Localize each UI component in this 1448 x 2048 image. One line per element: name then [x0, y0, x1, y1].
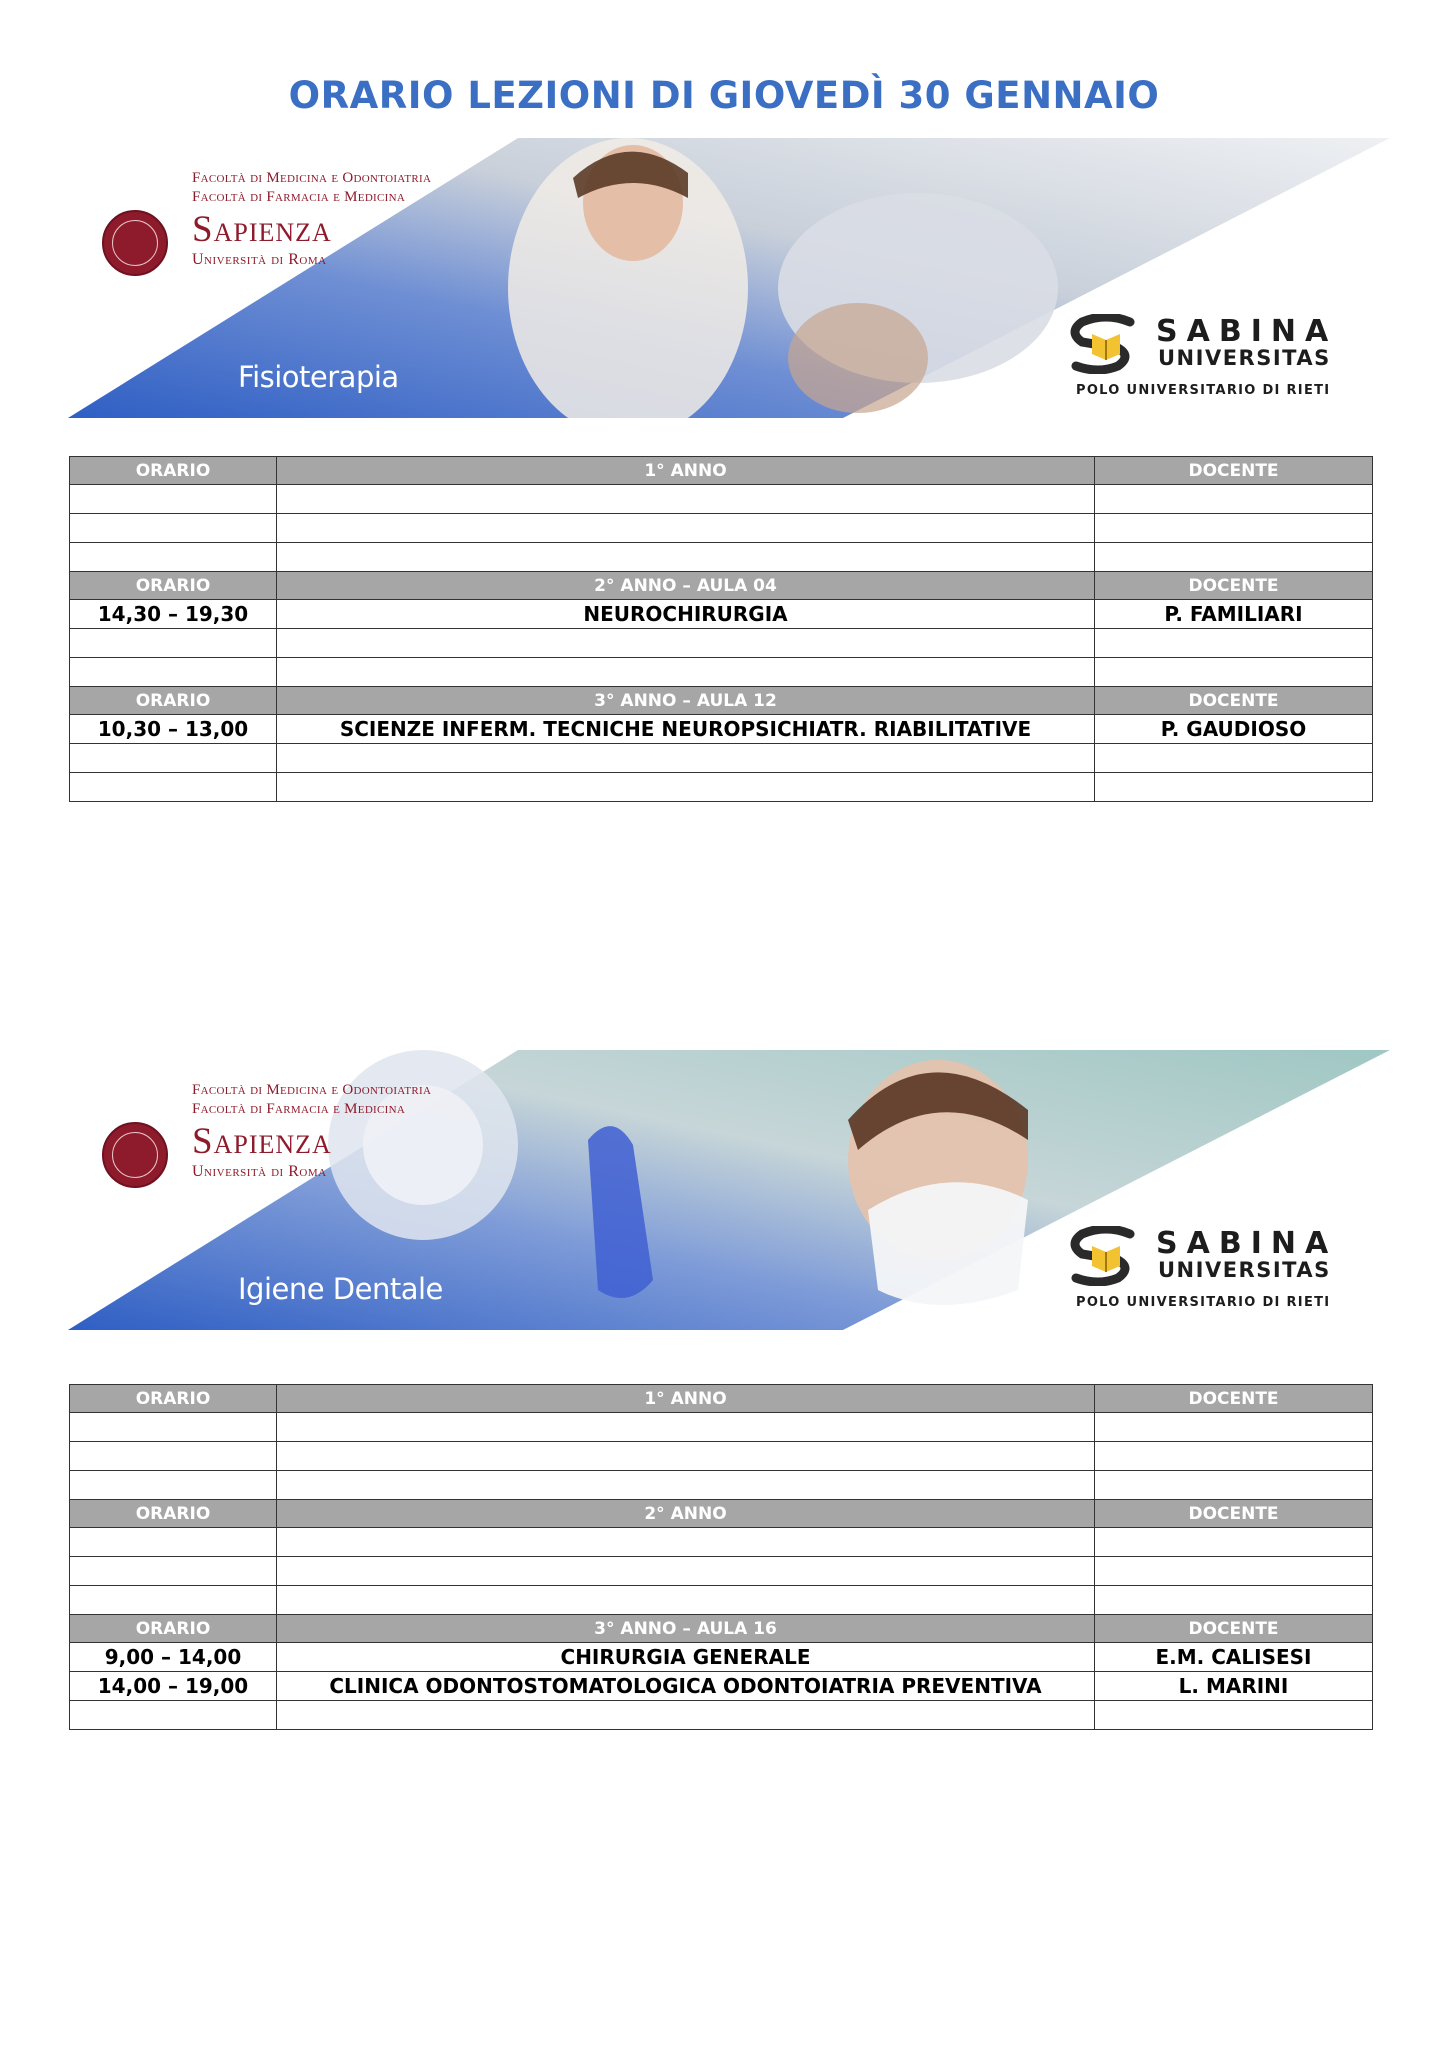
- table-row: [70, 1471, 1373, 1500]
- course-name: Fisioterapia: [238, 360, 399, 394]
- table-row: [70, 1672, 1373, 1701]
- table-row: [70, 744, 1373, 773]
- sabina-logo: [1068, 1226, 1378, 1316]
- table-row: [70, 514, 1373, 543]
- cell-orario: [70, 744, 277, 773]
- cell-docente: P. FAMILIARI: [1095, 600, 1373, 629]
- cell-docente: [1095, 744, 1373, 773]
- cell-orario: 10,30 – 13,00: [70, 715, 277, 744]
- cell-orario: [70, 1471, 277, 1500]
- table-row: [70, 1528, 1373, 1557]
- sabina-book-icon: [1068, 314, 1144, 374]
- cell-orario: [70, 1413, 277, 1442]
- sapienza-seal-icon: [102, 210, 168, 276]
- cell-orario: [70, 1528, 277, 1557]
- partner-tagline: POLO UNIVERSITARIO DI RIETI: [1076, 383, 1331, 398]
- cell-docente: P. GAUDIOSO: [1095, 715, 1373, 744]
- header-docente: DOCENTE: [1095, 457, 1373, 485]
- header-docente: DOCENTE: [1095, 1500, 1373, 1528]
- header-orario: ORARIO: [70, 687, 277, 715]
- cell-orario: [70, 543, 277, 572]
- cell-subject: CHIRURGIA GENERALE: [277, 1643, 1095, 1672]
- cell-subject: [277, 514, 1095, 543]
- cell-subject: [277, 1442, 1095, 1471]
- header-orario: ORARIO: [70, 1615, 277, 1643]
- table-row: [70, 1413, 1373, 1442]
- cell-orario: [70, 514, 277, 543]
- header-year: 1° ANNO: [277, 457, 1095, 485]
- university-name: Sapienza: [192, 1121, 332, 1162]
- table-row: [70, 1701, 1373, 1730]
- cell-subject: [277, 1586, 1095, 1615]
- university-name: Sapienza: [192, 209, 332, 250]
- partner-name: SABINA: [1156, 1226, 1338, 1261]
- header-year: 3° ANNO – AULA 12: [277, 687, 1095, 715]
- cell-subject: CLINICA ODONTOSTOMATOLOGICA ODONTOIATRIA PREVENTIVA: [277, 1672, 1095, 1701]
- table-row: [70, 715, 1373, 744]
- sapienza-logo: [86, 156, 506, 276]
- header-docente: DOCENTE: [1095, 572, 1373, 600]
- cell-orario: 14,30 – 19,30: [70, 600, 277, 629]
- sabina-book-icon: [1068, 1226, 1144, 1286]
- table-row: [70, 773, 1373, 802]
- schedule-table-fisioterapia: [69, 456, 1373, 802]
- header-year: 2° ANNO – AULA 04: [277, 572, 1095, 600]
- cell-docente: [1095, 1528, 1373, 1557]
- cell-subject: [277, 485, 1095, 514]
- table-row: [70, 543, 1373, 572]
- banner-igiene-dentale: [68, 1050, 1390, 1330]
- university-subtitle: Università di Roma: [192, 1163, 327, 1180]
- table-row: [70, 1557, 1373, 1586]
- cell-orario: [70, 629, 277, 658]
- cell-docente: [1095, 1557, 1373, 1586]
- table-row: [70, 658, 1373, 687]
- cell-docente: [1095, 514, 1373, 543]
- cell-docente: [1095, 658, 1373, 687]
- table-header-row: [70, 687, 1373, 715]
- cell-docente: [1095, 1442, 1373, 1471]
- cell-subject: [277, 773, 1095, 802]
- cell-docente: [1095, 1586, 1373, 1615]
- cell-subject: [277, 744, 1095, 773]
- cell-subject: [277, 1471, 1095, 1500]
- cell-docente: L. MARINI: [1095, 1672, 1373, 1701]
- table-header-row: [70, 457, 1373, 485]
- cell-orario: [70, 1586, 277, 1615]
- table-header-row: [70, 572, 1373, 600]
- faculty-line-2: Facoltà di Farmacia e Medicina: [192, 189, 406, 205]
- header-year: 3° ANNO – AULA 16: [277, 1615, 1095, 1643]
- partner-subtitle: UNIVERSITAS: [1158, 346, 1331, 370]
- table-row: [70, 1442, 1373, 1471]
- cell-docente: [1095, 543, 1373, 572]
- cell-subject: [277, 543, 1095, 572]
- table-row: [70, 485, 1373, 514]
- cell-orario: [70, 1557, 277, 1586]
- banner-fisioterapia: [68, 138, 1390, 418]
- header-orario: ORARIO: [70, 457, 277, 485]
- header-docente: DOCENTE: [1095, 1615, 1373, 1643]
- table-row: [70, 629, 1373, 658]
- cell-subject: [277, 1528, 1095, 1557]
- cell-subject: [277, 658, 1095, 687]
- cell-orario: [70, 658, 277, 687]
- table-header-row: [70, 1385, 1373, 1413]
- table-row: [70, 1586, 1373, 1615]
- cell-subject: [277, 1557, 1095, 1586]
- cell-docente: [1095, 1701, 1373, 1730]
- cell-orario: 14,00 – 19,00: [70, 1672, 277, 1701]
- cell-docente: E.M. CALISESI: [1095, 1643, 1373, 1672]
- faculty-line-2: Facoltà di Farmacia e Medicina: [192, 1101, 406, 1117]
- cell-docente: [1095, 485, 1373, 514]
- cell-orario: [70, 485, 277, 514]
- cell-docente: [1095, 629, 1373, 658]
- cell-docente: [1095, 773, 1373, 802]
- cell-docente: [1095, 1413, 1373, 1442]
- cell-subject: SCIENZE INFERM. TECNICHE NEUROPSICHIATR. RIABILITATIVE: [277, 715, 1095, 744]
- table-header-row: [70, 1615, 1373, 1643]
- faculty-line-1: Facoltà di Medicina e Odontoiatria: [192, 170, 432, 186]
- sabina-logo: [1068, 314, 1378, 404]
- cell-subject: [277, 629, 1095, 658]
- partner-subtitle: UNIVERSITAS: [1158, 1258, 1331, 1282]
- faculty-line-1: Facoltà di Medicina e Odontoiatria: [192, 1082, 432, 1098]
- table-header-row: [70, 1500, 1373, 1528]
- cell-orario: 9,00 – 14,00: [70, 1643, 277, 1672]
- header-year: 1° ANNO: [277, 1385, 1095, 1413]
- cell-orario: [70, 1442, 277, 1471]
- header-docente: DOCENTE: [1095, 687, 1373, 715]
- sapienza-logo: [86, 1068, 506, 1188]
- sapienza-seal-icon: [102, 1122, 168, 1188]
- header-orario: ORARIO: [70, 1500, 277, 1528]
- cell-subject: [277, 1701, 1095, 1730]
- cell-orario: [70, 773, 277, 802]
- page-title: ORARIO LEZIONI DI GIOVEDÌ 30 GENNAIO: [288, 74, 1160, 117]
- schedule-table-igiene-dentale: [69, 1384, 1373, 1730]
- header-orario: ORARIO: [70, 1385, 277, 1413]
- cell-docente: [1095, 1471, 1373, 1500]
- partner-tagline: POLO UNIVERSITARIO DI RIETI: [1076, 1295, 1331, 1310]
- table-row: [70, 600, 1373, 629]
- header-orario: ORARIO: [70, 572, 277, 600]
- table-row: [70, 1643, 1373, 1672]
- cell-subject: NEUROCHIRURGIA: [277, 600, 1095, 629]
- cell-orario: [70, 1701, 277, 1730]
- header-year: 2° ANNO: [277, 1500, 1095, 1528]
- header-docente: DOCENTE: [1095, 1385, 1373, 1413]
- cell-subject: [277, 1413, 1095, 1442]
- course-name: Igiene Dentale: [238, 1272, 443, 1306]
- university-subtitle: Università di Roma: [192, 251, 327, 268]
- partner-name: SABINA: [1156, 314, 1338, 349]
